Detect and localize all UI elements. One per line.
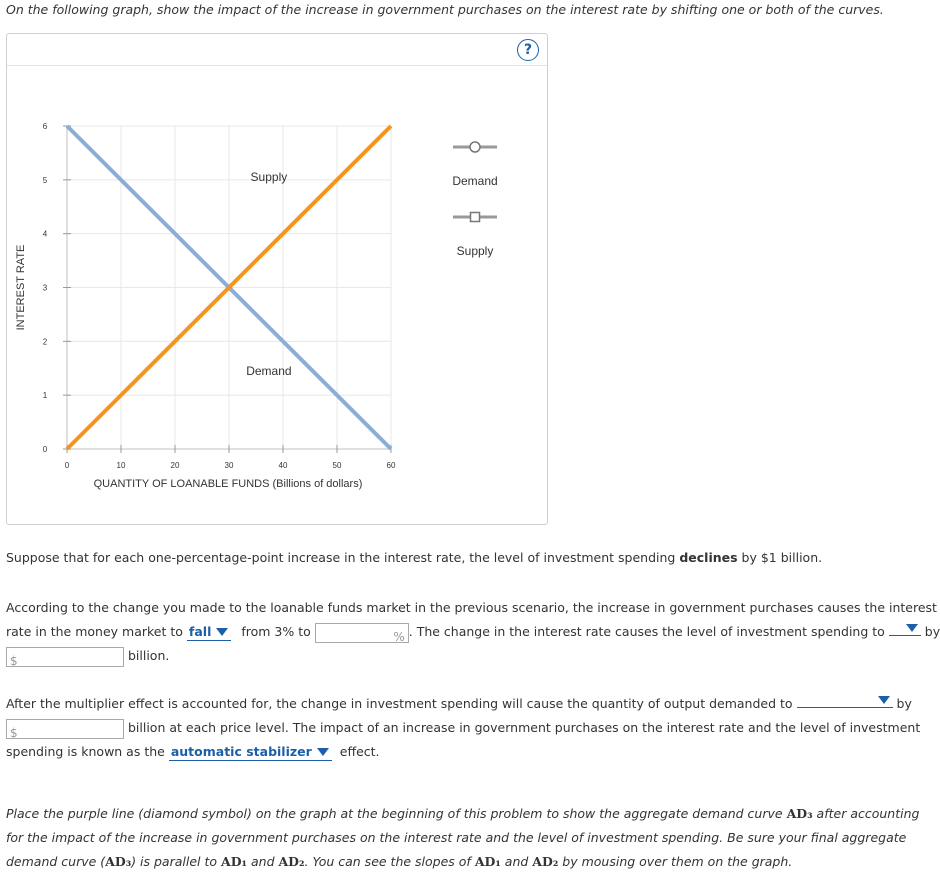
para3-line3-text: spending is known as the — [6, 744, 165, 759]
effect-type-dropdown[interactable] — [169, 744, 332, 761]
from-text: from 3% to — [241, 624, 311, 639]
note-part2: after accounting for the impact of the increase in government purchases on the interest rate and the level of investment spending. Be sure your final aggregate demand curve ( — [6, 806, 920, 869]
percent-unit: % — [393, 629, 405, 644]
y-axis-title: INTEREST RATE — [15, 244, 27, 331]
note-part5: by mousing over them on the graph. — [558, 854, 793, 869]
new-interest-rate-input[interactable] — [315, 623, 409, 643]
para2-line3 — [6, 644, 940, 668]
help-icon[interactable]: ? — [517, 39, 539, 61]
x-tick-label: 30 — [224, 461, 234, 470]
y-tick-label: 1 — [42, 391, 48, 401]
loanable-funds-chart[interactable] — [7, 34, 547, 524]
x-tick-label: 0 — [64, 461, 70, 470]
aggregate-demand-instruction — [6, 802, 926, 874]
investment-info-paragraph — [6, 546, 822, 570]
para2-line1: According to the change you made to the loanable funds market in the previous scenario, the increase in government purchases causes the interest — [6, 600, 937, 615]
rate-text: rate in the money market to — [6, 624, 183, 639]
para3-line1-text: After the multiplier effect is accounted for, the change in investment spending will cause the quantity of output demanded to — [6, 696, 793, 711]
x-tick-label: 50 — [332, 461, 342, 470]
note-and: and — [247, 854, 279, 869]
para2-line2 — [6, 620, 940, 644]
para3-line2-text: billion at each price level. The impact of an increase in government purchases on the interest rate and the level of investment — [127, 720, 921, 735]
para1-prefix: Suppose that for each one-percentage-point increase in the interest rate, the level of investment spending — [6, 550, 680, 565]
x-axis-title: QUANTITY OF LOANABLE FUNDS (Billions of dollars) — [93, 478, 363, 490]
question-paragraph-1 — [6, 596, 940, 668]
y-tick-label: 2 — [42, 337, 48, 347]
legend-square-icon — [471, 213, 480, 222]
y-tick-label: 4 — [42, 229, 48, 239]
ad3-symbol: AD₃ — [105, 854, 132, 869]
legend-circle-icon — [470, 142, 480, 152]
ad3-symbol: AD₃ — [786, 806, 813, 821]
x-tick-label: 20 — [170, 461, 180, 470]
question-paragraph-2 — [6, 692, 920, 764]
effect-type-value: automatic stabilizer — [170, 744, 312, 759]
effect-text: effect. — [339, 744, 380, 759]
para3-line1 — [6, 692, 920, 716]
billion-text: billion. — [127, 648, 170, 663]
graph-panel — [6, 33, 548, 525]
y-tick-label: 5 — [42, 175, 48, 185]
output-direction-dropdown[interactable] — [797, 692, 893, 708]
x-tick-label: 60 — [386, 461, 396, 470]
instruction-text: On the following graph, show the impact of the increase in government purchases on the interest rate by shifting one or both of the curves. — [6, 2, 884, 17]
legend-label-supply: Supply — [456, 244, 494, 258]
investment-direction-dropdown[interactable] — [889, 620, 921, 636]
dollar-prefix: $ — [10, 725, 18, 740]
by-text: by — [896, 696, 912, 711]
ad2-symbol: AD₂ — [532, 854, 559, 869]
output-change-input[interactable] — [6, 719, 124, 739]
legend-label-demand: Demand — [452, 174, 498, 188]
chevron-down-icon — [216, 628, 228, 636]
y-tick-label: 3 — [42, 283, 48, 293]
para3-line2 — [6, 716, 920, 740]
ad2-symbol: AD₂ — [278, 854, 305, 869]
interest-direction-value: fall — [188, 624, 212, 639]
y-tick-label: 0 — [42, 445, 48, 454]
ad1-symbol: AD₁ — [474, 854, 501, 869]
chevron-down-icon — [878, 696, 890, 704]
x-tick-label: 10 — [116, 461, 126, 470]
change-text: . The change in the interest rate causes the level of investment spending to — [408, 624, 885, 639]
x-tick-label: 40 — [278, 461, 288, 470]
note-and: and — [500, 854, 533, 869]
para3-line3 — [6, 740, 920, 764]
para1-suffix: by $1 billion. — [737, 550, 823, 565]
note-part1: Place the purple line (diamond symbol) on the graph at the beginning of this problem to show the aggregate demand curve — [6, 806, 787, 821]
investment-change-input[interactable] — [6, 647, 124, 667]
note-part3: ) is parallel to — [131, 854, 221, 869]
ad1-symbol: AD₁ — [221, 854, 248, 869]
note-part4: . You can see the slopes of — [304, 854, 475, 869]
supply-curve-label: Supply — [250, 170, 288, 185]
demand-curve-label: Demand — [246, 363, 292, 378]
by-text: by — [924, 624, 940, 639]
y-tick-label: 6 — [42, 122, 48, 131]
chevron-down-icon — [317, 748, 329, 756]
interest-direction-dropdown[interactable] — [187, 624, 231, 641]
dollar-prefix: $ — [10, 653, 18, 668]
chevron-down-icon — [906, 624, 918, 632]
para1-bold: declines — [679, 550, 738, 565]
